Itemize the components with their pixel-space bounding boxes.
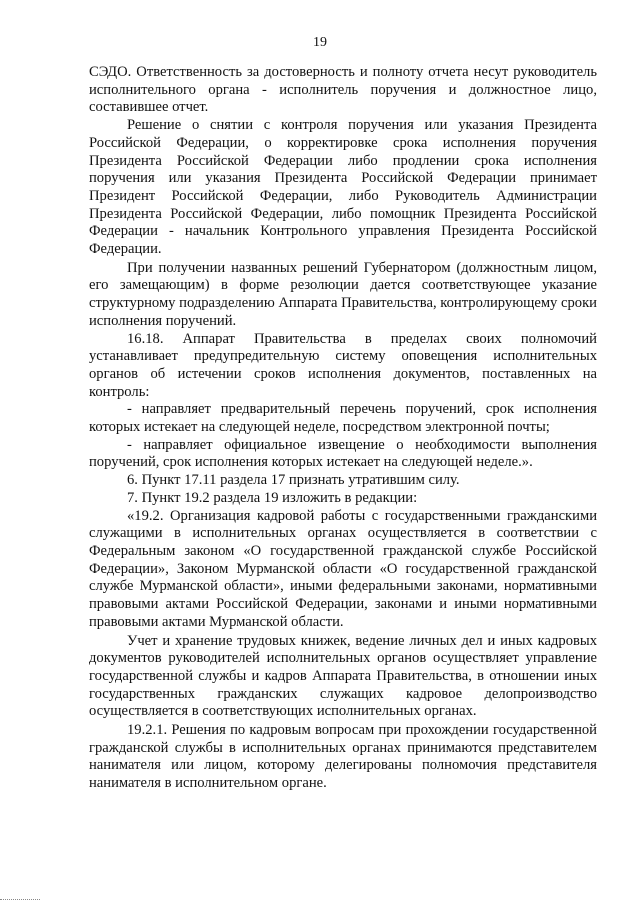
paragraph-5: - направляет предварительный перечень поручений, срок исполнения которых истекает на следующей неделе, посредством электронной почты;: [89, 401, 597, 436]
paragraph-2: Решение о снятии с контроля поручения или указания Президента Российской Федерации, о корректировке срока исполнения поручения Президента Российской Федерации либо продлении срока исполнения поручения или указания Президента Российской Федерации принимает Президент Российской Федерации, либо Руководитель Администрации Президента Российской Федерации, либо помощник Президента Российской Федерации - начальник Контрольного управления Президента Российской Федерации.: [89, 117, 597, 258]
paragraph-4: 16.18. Аппарат Правительства в пределах своих полномочий устанавливает предупредительную систему оповещения исполнительных органов об истечении сроков исполнения документов, поставленных на контроль:: [89, 330, 597, 400]
scan-edge-mark: [0, 899, 40, 901]
paragraph-8: 7. Пункт 19.2 раздела 19 изложить в редакции:: [127, 489, 418, 506]
document-body: [89, 64, 597, 793]
paragraph-9: «19.2. Организация кадровой работы с государственными гражданскими служащими в исполнительных органах осуществляется в соответствии с Федеральным законом «О государственной гражданской службе Российской Федерации», Законом Мурманской области «О государственной гражданской службе Мурманской области», иными федеральными законами, нормативными правовыми актами Российской Федерации, законами и иными нормативными правовыми актами Мурманской области.: [89, 507, 597, 630]
paragraph-3: При получении названных решений Губернатором (должностным лицом, его замещающим) в форме резолюции дается соответствующее указание структурному подразделению Аппарата Правительства, контролирующему сроки исполнения поручений.: [89, 259, 597, 329]
paragraph-11: 19.2.1. Решения по кадровым вопросам при прохождении государственной гражданской службы в исполнительных органах принимаются представителем нанимателя или лицом, которому делегированы полномочия представителя нанимателя в исполнительном органе.: [89, 722, 597, 792]
paragraph-6: - направляет официальное извещение о необходимости выполнения поручений, срок исполнения которых истекает на следующей неделе.».: [89, 436, 597, 471]
paragraph-7: 6. Пункт 17.11 раздела 17 признать утратившим силу.: [127, 472, 460, 489]
paragraph-10: Учет и хранение трудовых книжек, ведение личных дел и иных кадровых документов руководителей исполнительных органов осуществляет управление государственной службы и кадров Аппарата Правительства, в отношении иных государственных гражданских служащих кадровое делопроизводство осуществляется в соответствующих исполнительных органах.: [89, 632, 597, 720]
page-number: 19: [313, 35, 327, 50]
paragraph-1: СЭДО. Ответственность за достоверность и полноту отчета несут руководитель исполнительного органа - исполнитель поручения и должностное лицо, составившее отчет.: [89, 64, 597, 116]
